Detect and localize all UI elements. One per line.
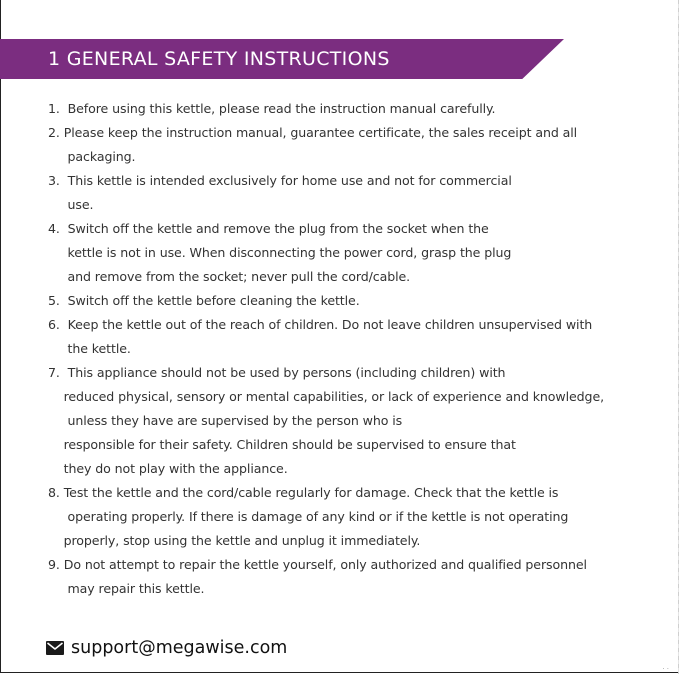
instruction-line: use. [48,197,94,212]
instruction-line: 4. Switch off the kettle and remove the plug from the socket when the [48,221,489,236]
instruction-line: 9. Do not attempt to repair the kettle yourself, only authorized and qualified personnel [48,557,587,572]
section-title: 1 GENERAL SAFETY INSTRUCTIONS [48,48,390,70]
support-email[interactable]: support@megawise.com [71,638,288,658]
instruction-list [48,97,604,601]
instruction-line: reduced physical, sensory or mental capabilities, or lack of experience and knowledge, [48,389,605,404]
instruction-line: 5. Switch off the kettle before cleaning the kettle. [48,293,360,308]
corner-mark: · · [662,665,669,673]
mail-icon [46,641,64,655]
instruction-line: they do not play with the appliance. [48,461,288,476]
instruction-line: kettle is not in use. When disconnecting the power cord, grasp the plug [48,245,512,260]
instruction-line: 2. Please keep the instruction manual, guarantee certificate, the sales receipt and all [48,125,578,140]
instruction-line: unless they have are supervised by the person who is [48,413,403,428]
instruction-line: properly, stop using the kettle and unplug it immediately. [48,533,421,548]
instruction-line: may repair this kettle. [48,581,205,596]
instruction-line: 3. This kettle is intended exclusively for home use and not for commercial [48,173,512,188]
instruction-line: and remove from the socket; never pull the cord/cable. [48,269,411,284]
instruction-line: 8. Test the kettle and the cord/cable regularly for damage. Check that the kettle is [48,485,559,500]
instruction-line: operating properly. If there is damage of any kind or if the kettle is not operating [48,509,569,524]
instruction-line: packaging. [48,149,136,164]
support-contact [46,638,287,658]
instruction-line: 7. This appliance should not be used by persons (including children) with [48,365,506,380]
instruction-line: responsible for their safety. Children should be supervised to ensure that [48,437,516,452]
instruction-line: 1. Before using this kettle, please read the instruction manual carefully. [48,101,496,116]
instruction-line: the kettle. [48,341,131,356]
instruction-line: 6. Keep the kettle out of the reach of children. Do not leave children unsupervised with [48,317,593,332]
